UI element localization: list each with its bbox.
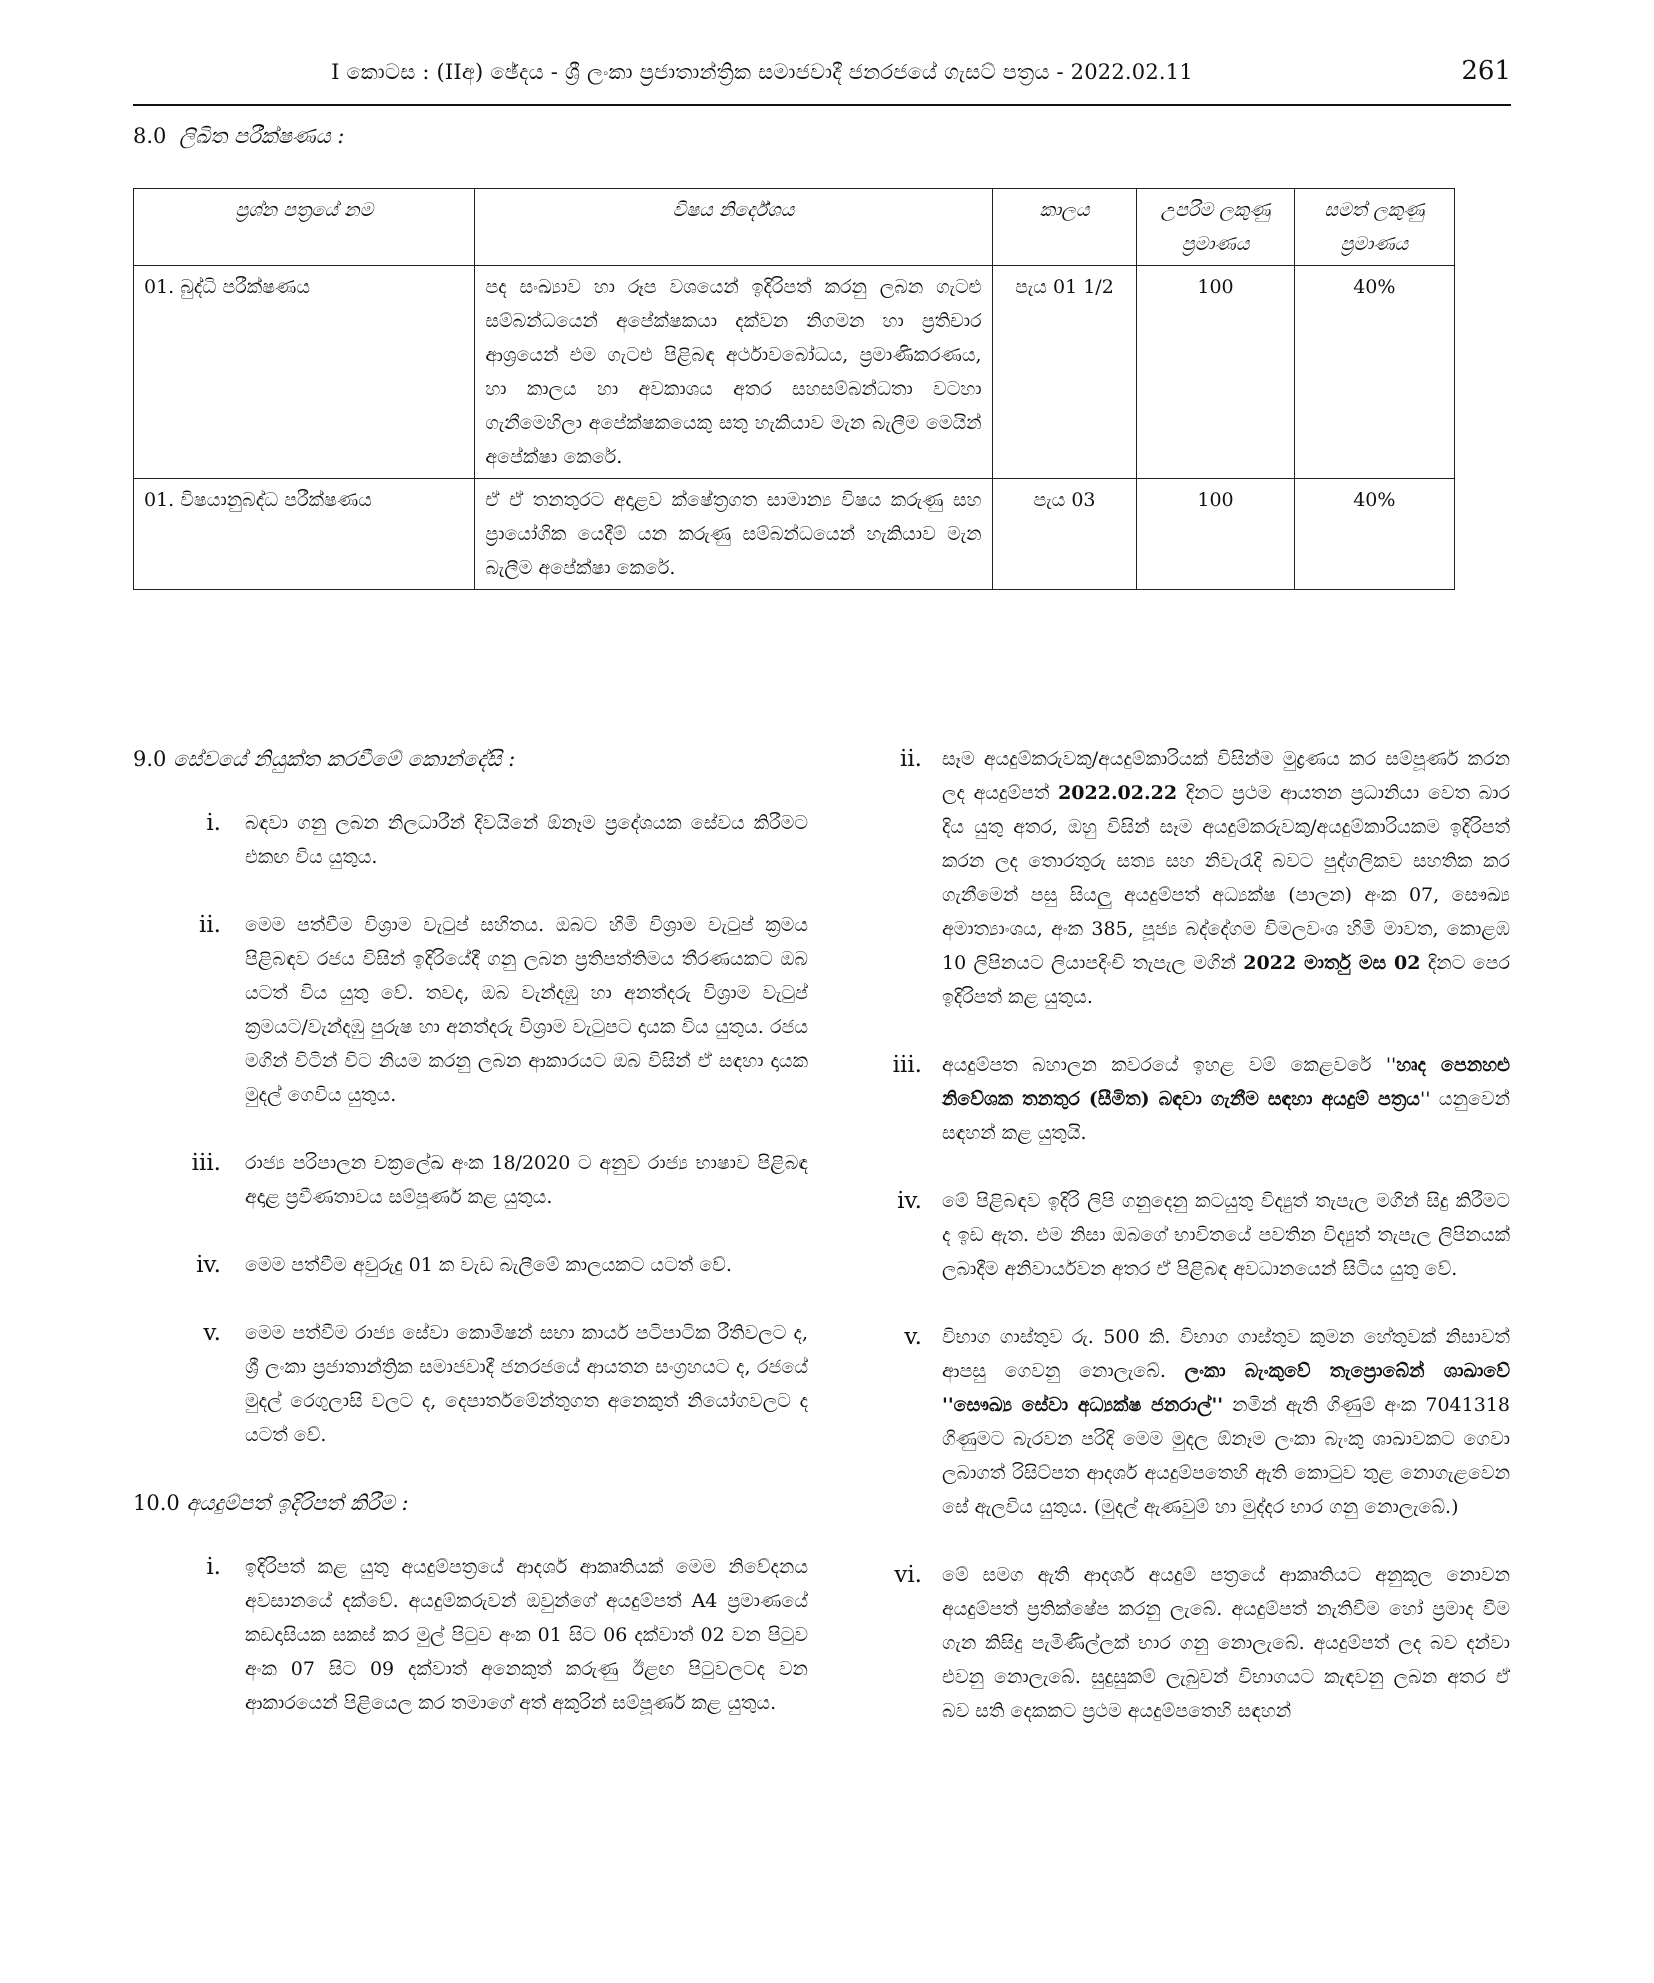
section-8-heading	[133, 124, 344, 149]
duration: පැය 01 1/2	[992, 266, 1137, 479]
pass-marks: 40%	[1294, 266, 1454, 479]
item-numeral: iii.	[191, 1150, 221, 1176]
max-marks: 100	[1137, 266, 1294, 479]
list-item	[880, 1320, 1510, 1524]
item-numeral: v.	[904, 1324, 922, 1350]
text-run: සෑම අයදුම්කරුවකු/අයදුම්කාරියක් විසින්ම මුද්‍රණය කර සම්පූර්ණ කරන ලද අයදුම්පත්	[942, 748, 1510, 804]
section-title: ලිඛිත පරීක්ෂණය :	[179, 124, 345, 148]
list-item	[880, 1048, 1510, 1150]
header-duration: කාලය	[992, 189, 1137, 266]
syllabus: ඒ ඒ තනතුරට අදාළව ක්ෂේත්‍රගත සාමාන්‍ය විෂය කරුණු සහ ප්‍රායෝගික යෙදීම් යන කරුණු සම්බන්ධයෙන් හැකියාව මැන බැලීම අපේක්ෂා කෙරේ.	[475, 479, 992, 590]
item-text: මෙම පත්වීම විශ්‍රාම වැටුප් සහිතය. ඔබට හිමි විශ්‍රාම වැටුප් ක්‍රමය පිළිබඳව රජය විසින් ඉදිරියේදී ගනු ලබන ප්‍රතිපත්තිමය තීරණයකට ඔබ යටත් විය යුතු වේ. තවද, ඔබ වැන්දඹු හා අනත්දරු විශ්‍රාම වැටුප් ක්‍රමයට/වැන්දඹු පුරුෂ හා අනත්දරු විශ්‍රාම වැටුපට දායක විය යුතුය. රජය මගින් විටින් විට නියම කරනු ලබන ආකාරයට ඔබ විසින් ඒ සඳහා දායක මුදල් ගෙවිය යුතුය.	[245, 914, 808, 1106]
item-numeral: i.	[206, 1554, 221, 1580]
envelope-label: හෘද පෙනහළු නිවේශක තනතුර (සීමිත) බඳවා ගැනීම සඳහා අයදුම් පත්‍රය	[942, 1054, 1510, 1110]
item-text	[942, 1048, 1510, 1150]
item-numeral: ii.	[198, 912, 221, 938]
header-max-marks: උපරිම ලකුණු ප්‍රමාණය	[1137, 189, 1294, 266]
submission-date: 2022.02.22	[1058, 782, 1178, 804]
item-text: බඳවා ගනු ලබන නිලධාරීන් දිවයිනේ ඕනෑම ප්‍රදේශයක සේවය කිරීමට එකඟ විය යුතුය.	[245, 812, 808, 868]
list-item	[133, 1248, 808, 1282]
header-pass-marks: සමත් ලකුණු ප්‍රමාණය	[1294, 189, 1454, 266]
deadline-date: 2022 මාර්තු මස 02	[1243, 952, 1421, 974]
text-run: දිනට පෙර ඉදිරිපත් කළ යුතුය.	[942, 952, 1510, 1008]
header-syllabus: විෂය නිර්දේශය	[475, 189, 992, 266]
list-item	[880, 1184, 1510, 1286]
paper-name: 01. විෂයානුබද්ධ පරීක්ෂණය	[134, 479, 475, 590]
text-run: දිනට ප්‍රථම ආයතන ප්‍රධානියා වෙත බාර දිය යුතු අතර, ඔහු විසින් සෑම අයදුම්කරුවකු/අයදුම්කාරියකම ඉදිරිපත් කරන ලද තොරතුරු සත්‍ය සහ නිවැරැදි බවට පුද්ගලිකව සහතික කර ගැනීමෙන් පසු සියලු අයදුම්පත් අධ්‍යක්ෂ (පාලන) අංක 07, සෞඛ්‍ය අමාත්‍යාංශය, අංක 385, පූජ්‍ය බද්දේගම විමලවංශ හිමි මාවත, කොළඹ 10 ලිපිනයට ලියාපදිංචි තැපැල මගින්	[942, 782, 1510, 974]
section-number: 9.0	[133, 747, 167, 771]
header-paper-name: ප්‍රශ්න පත්‍රයේ නම	[134, 189, 475, 266]
list-item	[133, 908, 808, 1112]
list-item	[133, 1550, 808, 1720]
item-numeral: v.	[203, 1320, 221, 1346]
list-item	[880, 1558, 1510, 1728]
table-header-row	[134, 189, 1455, 266]
page-number: 261	[1461, 56, 1511, 86]
section-title: සේවයේ නියුක්ත කරවීමේ කොන්දේසි :	[173, 747, 516, 771]
section-title: අයදුම්පත් ඉදිරිපත් කිරීම :	[186, 1491, 409, 1515]
text-run: විභාග ගාස්තුව රු. 500 කි. විභාග ගාස්තුව කුමන හේතුවක් නිසාවත් ආපසු ගෙවනු නොලැබේ.	[942, 1326, 1510, 1382]
item-text: මේ පිළිබඳව ඉදිරි ලිපි ගනුදෙනු කටයුතු විද්‍යුත් තැපැල මගින් සිදු කිරීමට ද ඉඩ ඇත. එම නිසා ඔබගේ භාවිතයේ පවතින විද්‍යුත් තැපැල ලිපිනයක් ලබාදීම අනිවාර්යවන අතර ඒ පිළිබඳ අවධානයෙන් සිටිය යුතු වේ.	[942, 1190, 1510, 1280]
item-text: මෙම පත්වීම රාජ්‍ය සේවා කොමිෂන් සභා කාර්ය පටිපාටික රීතිවලට ද, ශ්‍රී ලංකා ප්‍රජාතාන්ත්‍රික සමාජවාදී ජනරජයේ ආයතන සංග්‍රහයට ද, රජයේ මුදල් රෙගුලාසි වලට ද, දෙපාර්තමේන්තුගත අනෙකුත් නියෝගවලට ද යටත් වේ.	[245, 1322, 808, 1446]
item-text	[942, 1320, 1510, 1524]
item-numeral: iv.	[196, 1252, 221, 1278]
item-text: මෙම පත්වීම අවුරුදු 01 ක වැඩ බැලීමේ කාලයකට යටත් වේ.	[245, 1254, 732, 1276]
item-numeral: vi.	[894, 1562, 922, 1588]
item-numeral: ii.	[899, 746, 922, 772]
header-title: I කොටස : (IIඅ) ඡේදය - ශ්‍රී ලංකා ප්‍රජාතාන්ත්‍රික සමාජවාදී ජනරජයේ ගැසට් පත්‍රය - 2022.02.11	[331, 60, 1193, 84]
table-row	[134, 479, 1455, 590]
text-run: අයදුම්පත බහාලන කවරයේ ඉහළ වම් කෙළවරේ ''	[942, 1054, 1397, 1076]
section-number: 8.0	[133, 124, 167, 148]
pass-marks: 40%	[1294, 479, 1454, 590]
text-run: '' යනුවෙන් සඳහන් කළ යුතුයි.	[942, 1088, 1510, 1144]
list-item	[133, 1146, 808, 1214]
item-text	[942, 742, 1510, 1014]
list-item	[880, 742, 1510, 1014]
item-numeral: iv.	[897, 1188, 922, 1214]
paper-name: 01. බුද්ධි පරීක්ෂණය	[134, 266, 475, 479]
item-text: මේ සමග ඇති ආදර්ශ අයදුම් පත්‍රයේ ආකෘතියට අනුකූල නොවන අයදුම්පත් ප්‍රතික්ෂේප කරනු ලැබේ. අයදුම්පත් නැතිවීම හෝ ප්‍රමාද වීම ගැන කිසිදු පැමිණිල්ලක් භාර ගනු නොලැබේ. අයදුම්පත් ලද බව දන්වා එවනු නොලැබේ. සුදුසුකම් ලැබුවන් විභාගයට කැඳවනු ලබන අතර ඒ බව සති දෙකකට ප්‍රථම අයදුම්පතෙහි සඳහන්	[942, 1564, 1510, 1722]
right-column	[880, 742, 1510, 1762]
duration: පැය 03	[992, 479, 1137, 590]
section-number: 10.0	[133, 1491, 180, 1515]
item-text: රාජ්‍ය පරිපාලන චක්‍රලේඛ අංක 18/2020 ට අනුව රාජ්‍ය භාෂාව පිළිබඳ අදාළ ප්‍රවීණතාවය සම්පූර්ණ කළ යුතුය.	[245, 1152, 808, 1208]
item-numeral: i.	[206, 810, 221, 836]
table-row	[134, 266, 1455, 479]
max-marks: 100	[1137, 479, 1294, 590]
text-run: නමින් ඇති ගිණුම් අංක 7041318 ගිණුමට බැරවන පරිදි මෙම මුදල ඕනෑම ලංකා බැංකු ශාඛාවකට ගෙවා ලබාගත් රිසිට්පත ආදර්ශ අයදුම්පතෙහි ඇති කොටුව තුළ නොගැළවෙන සේ ඇලවිය යුතුය. (මුදල් ඇණවුම් හා මුද්දර භාර ගනු නොලැබේ.)	[942, 1394, 1511, 1518]
bank-account-name: ලංකා බැංකුවේ තැප්‍රොබේන් ශාඛාවේ ''සෞඛ්‍ය සේවා අධ්‍යක්ෂ ජනරාල්''	[942, 1360, 1510, 1416]
item-numeral: iii.	[892, 1052, 922, 1078]
syllabus: පද සංඛ්‍යාව හා රූප වශයෙන් ඉදිරිපත් කරනු ලබන ගැටළු සම්බන්ධයෙන් අපේක්ෂකයා දක්වන නිගමන හා ප්‍රතිචාර ආශ්‍රයෙන් එම ගැටළු පිළිබඳ අර්ථාවබෝධය, ප්‍රමාණිකරණය, හා කාලය හා අවකාශය අතර සහසම්බන්ධතා වටහා ගැනීමෙහිලා අපේක්ෂකයෙකු සතු හැකියාව මැන බැලීම මෙයින් අපේක්ෂා කෙරේ.	[475, 266, 992, 479]
page-header	[133, 52, 1511, 106]
section-9-heading	[133, 742, 808, 776]
list-item	[133, 806, 808, 874]
left-column	[133, 742, 808, 1754]
written-exam-table	[133, 188, 1455, 590]
item-text: ඉදිරිපත් කළ යුතු අයදුම්පත්‍රයේ ආදර්ශ ආකෘතියක් මෙම නිවේදනය අවසානයේ දක්වේ. අයදුම්කරුවන් ඔවුන්ගේ අයදුම්පත් A4 ප්‍රමාණයේ කඩදාසියක සකස් කර මුල් පිටුව අංක 01 සිට 06 දක්වාත් 02 වන පිටුව අංක 07 සිට 09 දක්වාත් අනෙකුත් කරුණු ඊළඟ පිටුවලටද වන ආකාරයෙන් පිළියෙල කර තමාගේ අත් අකුරින් සම්පූර්ණ කළ යුතුය.	[245, 1556, 808, 1714]
section-10-heading	[133, 1486, 808, 1520]
list-item	[133, 1316, 808, 1452]
